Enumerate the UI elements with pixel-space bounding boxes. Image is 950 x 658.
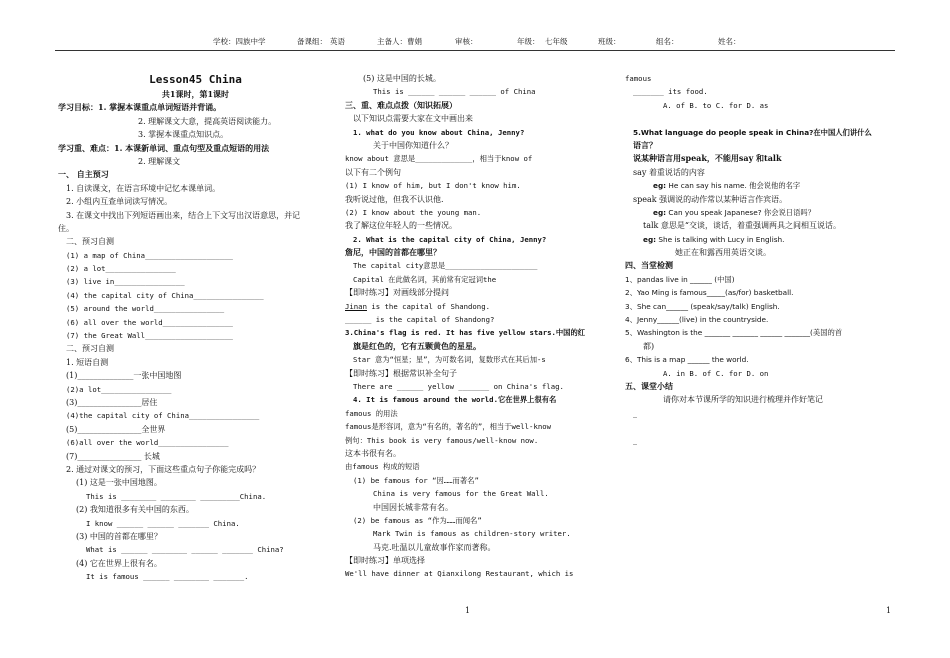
left-line: 住。 xyxy=(58,223,74,233)
middle-line: 【即时练习】根据常识补全句子 xyxy=(345,368,457,378)
right-line xyxy=(625,112,895,125)
header-name: 姓名： xyxy=(718,37,741,46)
middle-line: 1. what do you know about China, Jenny? xyxy=(353,127,525,137)
right-line: _ xyxy=(633,408,637,418)
left-line: (3)________________居住 xyxy=(66,397,158,407)
header-school: 学校：四族中学 xyxy=(213,37,266,46)
middle-line: 4. It is famous around the world.它在世界上很有名 xyxy=(353,395,557,405)
page-header xyxy=(0,36,950,48)
left-line: (1) a map of China____________________ xyxy=(66,250,233,260)
middle-line: There are ______ yellow _______ on China's flag. xyxy=(353,381,564,391)
middle-line: The capital city意思是_____________________ xyxy=(353,261,538,271)
middle-line: 我听说过他，但我不认识他. xyxy=(345,194,444,204)
middle-line: 中国因长城非常有名。 xyxy=(373,502,453,512)
left-line: It is famous ______ ________ _______. xyxy=(86,572,249,582)
middle-line: This is ______ ______ ______ of China xyxy=(373,87,536,97)
left-line: (6) all over the world________________ xyxy=(66,317,233,327)
left-line: 一、 自主预习 xyxy=(58,169,109,180)
middle-line: 【即时练习】对画线部分提问 xyxy=(345,288,449,298)
lesson-title: Lesson45 China xyxy=(149,73,242,86)
middle-line: 例句：This book is very famous/well-know now. xyxy=(345,435,539,445)
right-line: 3、She can______ (speak/say/talk) English. xyxy=(625,301,780,311)
middle-line: Star 意为“恒星；星”，为可数名词，复数形式在其后加-s xyxy=(353,355,546,365)
left-line: 3. 掌握本课重点知识点。 xyxy=(138,130,229,140)
left-line: What is ______ ________ ______ _______ China? xyxy=(86,545,284,555)
right-line: A. of B. to C. for D. as xyxy=(663,100,769,110)
left-column xyxy=(58,72,333,583)
right-line: 6、This is a map ______ the world. xyxy=(625,355,749,365)
middle-line: (2) be famous as “作为……而闻名” xyxy=(353,515,482,525)
left-line: This is ________ ________ _________China. xyxy=(86,491,267,501)
middle-line: (2) I know about the young man. xyxy=(345,207,482,217)
right-line: 五、课堂小结 xyxy=(625,380,673,391)
middle-line: (1) I know of him, but I don't know him. xyxy=(345,181,521,191)
page-number-right: 1 xyxy=(886,606,892,615)
header-grade-value: 七年级 xyxy=(545,37,568,46)
right-line: 4、Jenny______(live) in the countryside. xyxy=(625,315,769,325)
left-line: (2) 我知道很多有关中国的东西。 xyxy=(76,505,194,515)
left-line: 学习目标：1. 掌握本课重点单词短语并背诵。 xyxy=(58,102,222,113)
left-line: (4) the capital city of China________________ xyxy=(66,290,264,300)
right-line: talk 意思是“交谈，谈话，着重强调两具之间相互说话。 xyxy=(643,221,842,231)
right-line: 请你对本节课所学的知识进行梳理并作好笔记 xyxy=(663,395,823,405)
lesson-subtitle: 共1课时，第1课时 xyxy=(161,89,230,99)
middle-line: 三、重、难点点拨（知识拓展） xyxy=(345,99,457,110)
left-line: (5) around the world________________ xyxy=(66,304,225,314)
middle-line: 詹尼，中国的首都在哪里？ xyxy=(345,247,441,258)
middle-line: 3.China's flag is red. It has five yellow stars.中国的红 xyxy=(345,328,586,338)
left-line: 二、预习自测 xyxy=(66,237,114,247)
left-line: (6)all over the world________________ xyxy=(66,438,229,448)
left-line: 2. 理解课文 xyxy=(138,156,181,166)
right-line: 她正在和露西用英语交谈。 xyxy=(675,248,771,258)
left-line: (3) live in________________ xyxy=(66,277,185,287)
middle-column xyxy=(345,72,615,581)
right-line: famous xyxy=(625,74,652,83)
header-rule xyxy=(55,50,895,51)
right-line: 语言？ xyxy=(633,139,657,150)
left-line: (2) a lot________________ xyxy=(66,264,176,274)
left-line: (1) 这是一张中国地图。 xyxy=(76,478,162,488)
right-line: say 着重说话的内容 xyxy=(633,167,705,177)
middle-line: Mark Twin is famous as children-story writer. xyxy=(373,529,571,539)
left-line: 2. 小组内互查单词读写情况。 xyxy=(66,197,173,207)
middle-line: 我了解这位年轻人的一些情况。 xyxy=(345,221,457,231)
left-line: 1. 自读课文，在语言环境中记忆本课单词。 xyxy=(66,183,221,193)
middle-line: 2. What is the capital city of China, Jenny? xyxy=(353,234,547,244)
header-subject: 英语 xyxy=(330,37,345,46)
middle-line: 由famous 构成的短语 xyxy=(345,462,420,472)
middle-line: Jinan is the capital of Shandong. xyxy=(345,301,490,311)
middle-line: 这本书很有名。 xyxy=(345,448,401,458)
left-line: 2. 通过对课文的预习，下面这些重点句子你能完成吗？ xyxy=(66,464,261,474)
header-team: 组名： xyxy=(656,37,679,46)
right-line: eg: Can you speak Japanese? 你会说日语吗？ xyxy=(653,207,815,217)
right-line: 1、pandas live in ______ (中国) xyxy=(625,274,735,284)
left-line: (5)________________全世界 xyxy=(66,424,166,434)
middle-line: Capital 在此做名词，其前常有定冠词the xyxy=(353,274,497,284)
middle-line: China is very famous for the Great Wall. xyxy=(373,489,549,499)
right-line: _______ its food. xyxy=(633,87,708,97)
left-line: I know ______ ______ _______ China. xyxy=(86,518,240,528)
right-column xyxy=(625,72,895,447)
right-line: 四、当堂检测 xyxy=(625,260,673,271)
header-reviewer: 审核： xyxy=(455,37,478,46)
right-line: 5、Washington is the _______ _______ ______ _______(美国的首 xyxy=(625,328,843,338)
header-preparer: 主备人：曹娟 xyxy=(377,37,422,46)
right-line: A. in B. of C. for D. on xyxy=(663,368,769,378)
right-line: 2、Yao Ming is famous_____(as/for) basketball. xyxy=(625,288,794,298)
left-line: 学习重、难点：1. 本课新单词、重点句型及重点短语的用法 xyxy=(58,142,270,153)
header-class: 班级： xyxy=(598,37,621,46)
middle-line: 关于中国你知道什么？ xyxy=(373,140,453,150)
right-line: 都) xyxy=(643,341,655,351)
right-line: eg: He can say his name. 他会说他的名字 xyxy=(653,181,801,191)
middle-line: (5) 这是中国的长城。 xyxy=(363,74,441,83)
header-grade: 年级： xyxy=(517,37,540,46)
left-line: 二、预习自测 xyxy=(66,344,114,354)
middle-line: We'll have dinner at Qianxilong Restaurant, which is xyxy=(345,569,574,579)
right-line: speak 强调说的动作常以某种语言作宾语。 xyxy=(633,194,788,204)
middle-line: famous是形容词，意为“有名的，著名的”，相当于well-know xyxy=(345,422,552,432)
left-line: (7) the Great Wall____________________ xyxy=(66,331,233,341)
left-line: (2)a lot________________ xyxy=(66,384,172,394)
header-group: 备课组： xyxy=(297,37,327,46)
left-line: (7)________________ 长城 xyxy=(66,451,160,461)
page-number-left: 1 xyxy=(465,606,471,615)
middle-line: 以下有二个例句 xyxy=(345,167,401,177)
left-line: 3. 在课文中找出下列短语画出来，结合上下文写出汉语意思，并记 xyxy=(66,210,301,220)
right-line: _ xyxy=(633,435,637,445)
middle-line: 马克.吐温以儿童故事作家而著称。 xyxy=(373,542,496,552)
left-line: (1)______________一张中国地图 xyxy=(66,371,182,381)
right-line: 5.What language do people speak in China?在中国人们讲什么 xyxy=(633,127,872,137)
right-line: 说某种语言用speak，不能用say 和talk xyxy=(633,153,782,164)
right-line xyxy=(625,420,895,433)
left-line: (4)the capital city of China________________ xyxy=(66,411,260,421)
middle-line: ______ is the capital of Shandong? xyxy=(345,315,495,325)
left-line: 1. 短语自测 xyxy=(66,357,109,367)
left-line: (4) 它在世界上很有名。 xyxy=(76,558,162,568)
middle-line: know about 意思是_____________，相当于know of xyxy=(345,154,533,164)
left-line: 2. 理解课文大意，提高英语阅读能力。 xyxy=(138,116,277,126)
left-line: (3) 中国的首都在哪里？ xyxy=(76,531,162,541)
middle-line: 以下知识点需要大家在文中画出来 xyxy=(353,114,473,124)
middle-line: (1) be famous for “因……而著名” xyxy=(353,475,479,485)
middle-line: famous 的用法 xyxy=(345,408,398,418)
right-line: eg: She is talking with Lucy in English. xyxy=(643,234,785,244)
middle-line: 【即时练习】单项选择 xyxy=(345,556,425,566)
middle-line: 旗是红色的，它有五颗黄色的星星。 xyxy=(353,340,481,351)
